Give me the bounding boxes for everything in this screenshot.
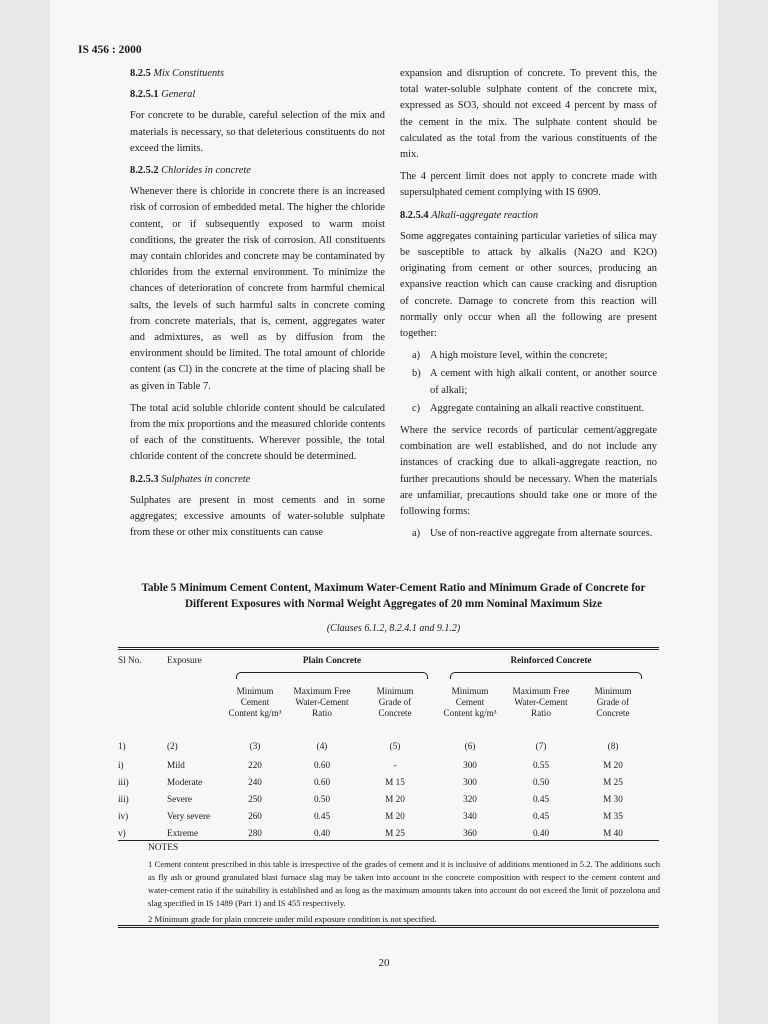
table-cell: 0.40 xyxy=(313,828,331,838)
section-heading-8-2-5-4: 8.2.5.4 Alkali-aggregate reaction xyxy=(400,209,539,221)
table-bottom-rule-double xyxy=(118,927,659,928)
table-cell: i) xyxy=(118,760,124,770)
table-cell: v) xyxy=(118,828,126,838)
list-item: a) A high moisture level, within the concrete; xyxy=(412,350,608,362)
subheader-plain-min-cement: Minimum Cement Content kg/m³ xyxy=(228,686,282,718)
table-clauses: (Clauses 6.1.2, 8.2.4.1 and 9.1.2) xyxy=(326,623,461,634)
table-cell: 280 xyxy=(248,828,262,838)
table-cell: M 15 xyxy=(385,777,405,787)
table-cell: 320 xyxy=(463,794,477,804)
table-cell: 240 xyxy=(248,777,262,787)
table-cell: iii) xyxy=(118,794,129,804)
column-number: (8) xyxy=(607,741,619,751)
table-cell: 360 xyxy=(463,828,477,838)
paragraph-sulphate-continued: expansion and disruption of concrete. To prevent this, the total water-soluble sulphate content of the concrete mix, expressed as SO3, should not exceed 4 percent by mass of the cement in the mix. The sulphate content should be calculated as the total from the various constituents of the mix. xyxy=(400,68,657,161)
table-top-rule-double xyxy=(118,649,659,650)
paragraph-alkali: Some aggregates containing particular varieties of silica may be susceptible to attack by alkalis (Na2O and K2O) originating from cement or other sources, producing an expansive reaction which can cause cracking and disruption of concrete. Damage to concrete from this reaction will normally only occur when all the following are present together: xyxy=(400,230,657,340)
right-column xyxy=(400,66,657,548)
page-number: 20 xyxy=(378,957,390,969)
list-item: b) A cement with high alkali content, or another source of alkali; xyxy=(412,368,657,396)
table-cell: iii) xyxy=(118,777,129,787)
table-cell: M 35 xyxy=(603,811,623,821)
table-cell: Mild xyxy=(167,760,185,770)
subheader-plain-min-grade: Minimum Grade of Concrete xyxy=(376,686,414,718)
paragraph-sulphates: Sulphates are present in most cements and in some aggregates; excessive amounts of water-soluble sulphate from these or other mix constituents can cause xyxy=(130,494,385,539)
header-exposure: Exposure xyxy=(167,655,202,665)
notes-title: NOTES xyxy=(148,843,179,853)
subheader-rc-min-cement: Minimum Cement Content kg/m³ xyxy=(443,686,497,718)
table-cell: 0.45 xyxy=(532,794,550,804)
section-heading-8-2-5-1: 8.2.5.1 General xyxy=(130,89,196,101)
left-column xyxy=(130,66,385,547)
paragraph-service-records: Where the service records of particular cement/aggregate combination are well established, and do not include any instances of cracking due to alkali-aggregate reaction, no further precautions should be necessary. When the materials are unfamiliar, precautions should take one or more of the following forms: xyxy=(400,425,657,518)
table-cell: Extreme xyxy=(167,828,199,838)
subheader-plain-max-wc-ratio: Maximum Free Water-Cement Ratio xyxy=(293,686,351,718)
note-item: 2 Minimum grade for plain concrete under mild exposure condition is not specified. xyxy=(148,914,437,924)
table-notes-rule xyxy=(118,840,659,841)
document-header: IS 456 : 2000 xyxy=(78,44,142,56)
column-number: (7) xyxy=(535,741,547,751)
column-number: (4) xyxy=(316,741,328,751)
table-cell: M 20 xyxy=(385,794,405,804)
table-title: Table 5 Minimum Cement Content, Maximum Water-Cement Ratio and Minimum Grade of Concrete for Different Exposures with Normal Weight Aggregates of 20 mm Nominal Maximum Size xyxy=(141,582,646,610)
plain-concrete-brace xyxy=(236,672,428,679)
table-cell: Severe xyxy=(167,794,192,804)
table-cell: 300 xyxy=(463,777,477,787)
table-cell: 0.60 xyxy=(313,760,331,770)
precautions-list xyxy=(400,526,657,542)
header-plain-concrete: Plain Concrete xyxy=(302,655,362,665)
table-cell: iv) xyxy=(118,811,129,821)
table-notes xyxy=(148,842,660,929)
table-cell: M 20 xyxy=(385,811,405,821)
table-cell: M 30 xyxy=(603,794,623,804)
list-item: a) Use of non-reactive aggregate from alternate sources. xyxy=(412,528,653,540)
note-item: 1 Cement content prescribed in this table is irrespective of the grades of cement and it is inclusive of additions mentioned in 5.2. The additions such as fly ash or ground granulated blast furnace slag may be taken into account in the concrete composition with respect to the cement content and water-cement ratio if the suitability is established and as long as the maximum amounts taken into account do not exceed the limit of pozzolona and slag specified in IS 1489 (Part 1) and IS 455 respectively. xyxy=(148,859,660,908)
table-cell: M 25 xyxy=(385,828,405,838)
column-number: (2) xyxy=(167,741,178,751)
table-cell: M 25 xyxy=(603,777,623,787)
subheader-rc-max-wc-ratio: Maximum Free Water-Cement Ratio xyxy=(512,686,570,718)
paragraph-general: For concrete to be durable, careful selection of the mix and materials is necessary, so that deleterious constituents do not exceed the limits. xyxy=(130,110,385,154)
table-cell: 0.50 xyxy=(532,777,550,787)
section-heading-8-2-5-3: 8.2.5.3 Sulphates in concrete xyxy=(130,473,251,485)
column-number: 1) xyxy=(118,741,126,751)
section-heading-8-2-5-2: 8.2.5.2 Chlorides in concrete xyxy=(130,165,251,177)
table-cell: 0.45 xyxy=(532,811,550,821)
reinforced-concrete-brace xyxy=(450,672,642,679)
table-cell: 0.40 xyxy=(532,828,550,838)
table-cell: 0.45 xyxy=(313,811,331,821)
table-cell: M 40 xyxy=(603,828,623,838)
table-bottom-rule xyxy=(118,925,659,926)
table-cell: 260 xyxy=(248,811,262,821)
table-cell: M 20 xyxy=(603,760,623,770)
column-number: (6) xyxy=(464,741,476,751)
table-cell: Moderate xyxy=(167,777,203,787)
table-cell: - xyxy=(393,760,397,770)
table-cell: 0.50 xyxy=(313,794,331,804)
paragraph-chlorides: Whenever there is chloride in concrete there is an increased risk of corrosion of embedded metal. The higher the chloride content, or if subsequently exposed to warm moist conditions, the greater the risk of corrosion. All constituents may contain chlorides and concrete may be contaminated by chlorides from the external environment. To minimize the chances of deterioration of concrete from harmful chemical salts, the levels of such harmful salts in concrete coming from concrete materials, that is, cement, aggregates water and admixtures, as well as by diffusion from the environment should be limited. The total amount of chloride content (as Cl) in the concrete at the time of placing shall be as given in Table 7. xyxy=(130,186,385,392)
section-heading-8-2-5: 8.2.5 Mix Constituents xyxy=(130,68,225,79)
table-cell: 220 xyxy=(248,760,262,770)
table-cell: 300 xyxy=(463,760,477,770)
table-cell: 340 xyxy=(463,811,477,821)
column-number: (3) xyxy=(249,741,261,751)
table-cell: 0.55 xyxy=(532,760,550,770)
conditions-list xyxy=(400,348,657,417)
list-item: c) Aggregate containing an alkali reactive constituent. xyxy=(412,402,645,414)
table-cell: 0.60 xyxy=(313,777,331,787)
paragraph-acid-soluble: The total acid soluble chloride content should be calculated from the mix proportions and the measured chloride contents of each of the constituents. Wherever possible, the total chloride content of the concrete should be determined. xyxy=(130,402,385,463)
table-top-rule xyxy=(118,647,659,648)
subheader-rc-min-grade: Minimum Grade of Concrete xyxy=(594,686,632,718)
table-cell: Very severe xyxy=(167,811,211,821)
table-cell: 250 xyxy=(248,794,262,804)
paragraph-4-percent-limit: The 4 percent limit does not apply to concrete made with supersulphated cement complying with IS 6909. xyxy=(400,171,657,199)
header-reinforced-concrete: Reinforced Concrete xyxy=(510,655,592,665)
column-number: (5) xyxy=(389,741,401,751)
header-sl-no: Sl No. xyxy=(118,655,142,665)
